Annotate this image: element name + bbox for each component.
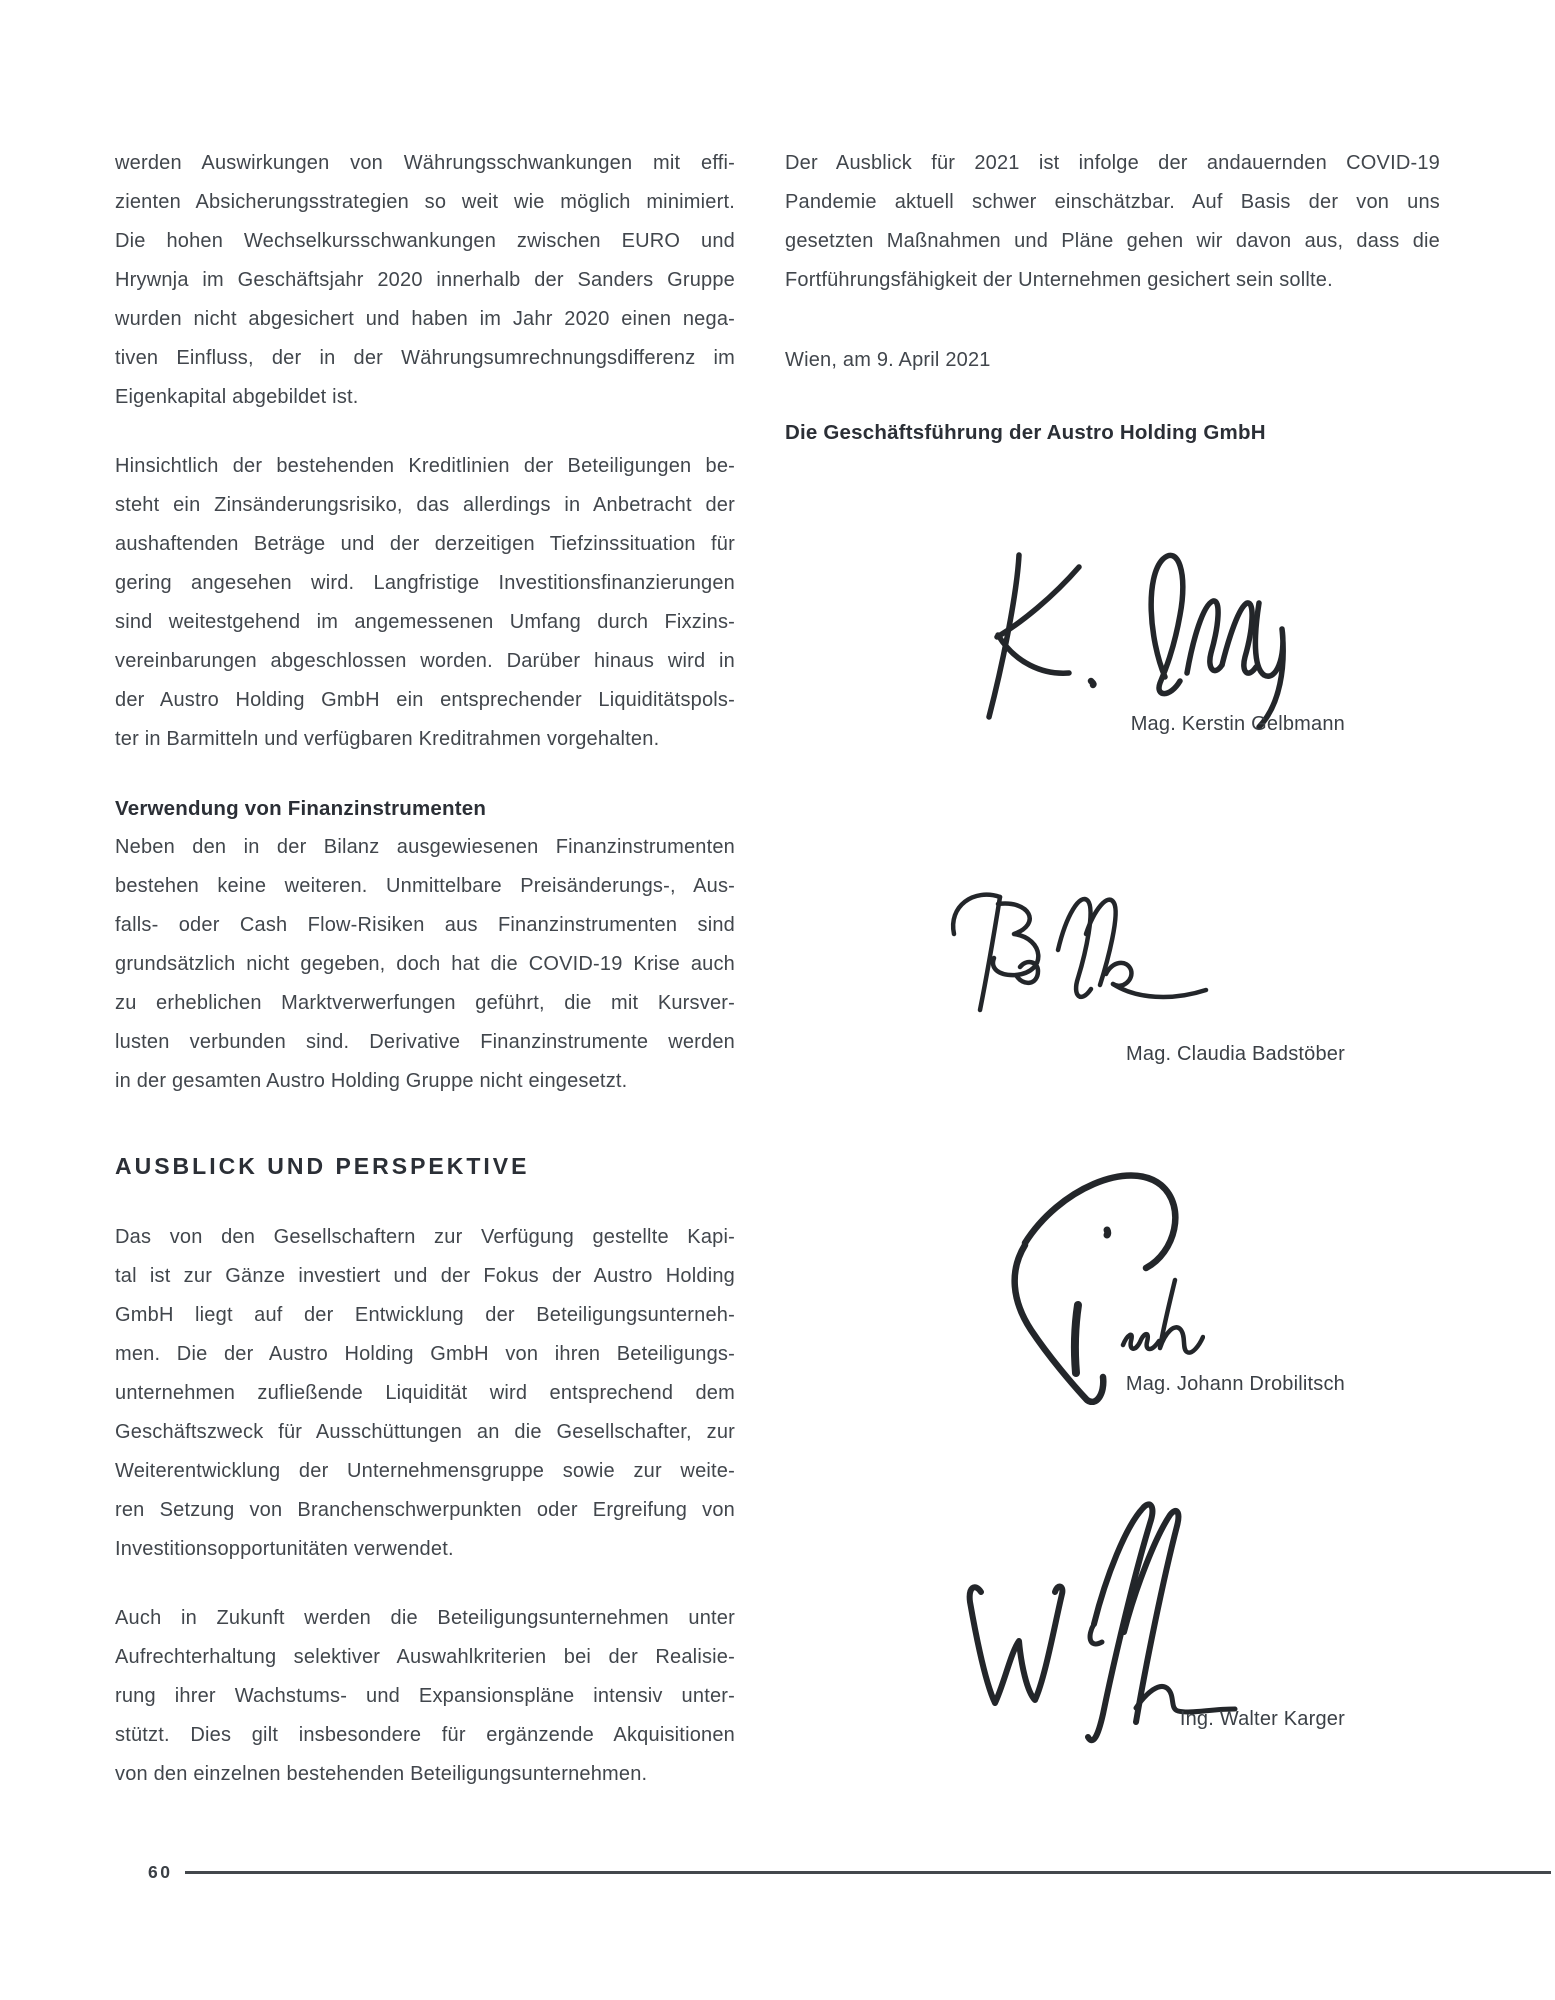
page-number: 60 bbox=[148, 1862, 173, 1882]
text-line: ren Setzung von Branchenschwerpunkten oder Ergreifung von bbox=[115, 1499, 735, 1521]
signatory-name: Mag. Johann Drobilitsch bbox=[1125, 1373, 1345, 1395]
sub-heading: Verwendung von Finanzinstrumenten bbox=[115, 797, 487, 820]
outlook-paragraph bbox=[785, 144, 1440, 300]
paragraph bbox=[115, 1599, 735, 1794]
text-line: Eigenkapital abgebildet ist. bbox=[115, 386, 359, 408]
page-footer bbox=[148, 1859, 1551, 1885]
text-line: GmbH liegt auf der Entwicklung der Beteiligungsunterneh- bbox=[115, 1304, 735, 1326]
text-line: Geschäftszweck für Ausschüttungen an die Gesellschafter, zur bbox=[115, 1421, 735, 1443]
paragraph bbox=[115, 828, 735, 1101]
text-line: zienten Absicherungsstrategien so weit wie möglich minimiert. bbox=[115, 191, 735, 213]
text-line: Der Ausblick für 2021 ist infolge der andauernden COVID-19 bbox=[785, 152, 1440, 174]
text-line: grundsätzlich nicht gegeben, doch hat die COVID-19 Krise auch bbox=[115, 953, 735, 975]
section-heading: AUSBLICK UND PERSPEKTIVE bbox=[115, 1153, 530, 1179]
text-line: tiven Einfluss, der in der Währungsumrechnungsdifferenz im bbox=[115, 347, 735, 369]
text-line: Die hohen Wechselkursschwankungen zwischen EURO und bbox=[115, 230, 735, 252]
signatory-name: Ing. Walter Karger bbox=[1179, 1708, 1345, 1730]
text-line: lusten verbunden sind. Derivative Finanzinstrumente werden bbox=[115, 1031, 735, 1053]
management-heading: Die Geschäftsführung der Austro Holding GmbH bbox=[785, 421, 1266, 444]
text-line: Neben den in der Bilanz ausgewiesenen Finanzinstrumenten bbox=[115, 836, 735, 858]
text-line: Hinsichtlich der bestehenden Kreditlinien der Beteiligungen be- bbox=[115, 455, 735, 477]
claudia-badstoeber-signature bbox=[940, 882, 1212, 1020]
text-line: unternehmen zufließende Liquidität wird entsprechend dem bbox=[115, 1382, 735, 1404]
text-line: werden Auswirkungen von Währungsschwankungen mit effi- bbox=[115, 152, 735, 174]
text-line: aushaftenden Beträge und der derzeitigen Tiefzinssituation für bbox=[115, 533, 735, 555]
text-line: sind weitestgehend im angemessenen Umfang durch Fixzins- bbox=[115, 611, 735, 633]
footer-rule bbox=[185, 1871, 1551, 1874]
text-line: wurden nicht abgesichert und haben im Jahr 2020 einen nega- bbox=[115, 308, 735, 330]
date-line: Wien, am 9. April 2021 bbox=[785, 349, 991, 371]
text-line: ter in Barmitteln und verfügbaren Kreditrahmen vorgehalten. bbox=[115, 728, 660, 750]
text-line: rung ihrer Wachstums- und Expansionspläne intensiv unter- bbox=[115, 1685, 735, 1707]
text-line: zu erheblichen Marktverwerfungen geführt, die mit Kursver- bbox=[115, 992, 735, 1014]
signatory-name: Mag. Claudia Badstöber bbox=[1126, 1043, 1345, 1065]
text-line: men. Die der Austro Holding GmbH von ihren Beteiligungs- bbox=[115, 1343, 735, 1365]
text-line: Pandemie aktuell schwer einschätzbar. Auf Basis der von uns bbox=[785, 191, 1440, 213]
text-line: Weiterentwicklung der Unternehmensgruppe sowie zur weite- bbox=[115, 1460, 735, 1482]
text-line: Investitionsopportunitäten verwendet. bbox=[115, 1538, 454, 1560]
right-column bbox=[785, 0, 1440, 1960]
text-line: tal ist zur Gänze investiert und der Fokus der Austro Holding bbox=[115, 1265, 735, 1287]
signatory-name: Mag. Kerstin Gelbmann bbox=[1130, 713, 1345, 735]
text-line: stützt. Dies gilt insbesondere für ergänzende Akquisitionen bbox=[115, 1724, 735, 1746]
text-line: falls- oder Cash Flow-Risiken aus Finanzinstrumenten sind bbox=[115, 914, 735, 936]
text-line: in der gesamten Austro Holding Gruppe nicht eingesetzt. bbox=[115, 1070, 628, 1092]
text-line: Das von den Gesellschaftern zur Verfügung gestellte Kapi- bbox=[115, 1226, 735, 1248]
text-line: gering angesehen wird. Langfristige Investitionsfinanzierungen bbox=[115, 572, 735, 594]
left-column bbox=[115, 0, 735, 1824]
paragraph bbox=[115, 144, 735, 417]
paragraph bbox=[115, 1218, 735, 1569]
text-line: gesetzten Maßnahmen und Pläne gehen wir davon aus, dass die bbox=[785, 230, 1440, 252]
text-line: bestehen keine weiteren. Unmittelbare Preisänderungs-, Aus- bbox=[115, 875, 735, 897]
paragraph bbox=[115, 447, 735, 759]
text-line: steht ein Zinsänderungsrisiko, das allerdings in Anbetracht der bbox=[115, 494, 735, 516]
text-line: Aufrechterhaltung selektiver Auswahlkriterien bei der Realisie- bbox=[115, 1646, 735, 1668]
text-line: der Austro Holding GmbH ein entsprechender Liquiditätspols- bbox=[115, 689, 735, 711]
text-line: Fortführungsfähigkeit der Unternehmen gesichert sein sollte. bbox=[785, 269, 1333, 291]
text-line: Auch in Zukunft werden die Beteiligungsunternehmen unter bbox=[115, 1607, 735, 1629]
text-line: vereinbarungen abgeschlossen worden. Darüber hinaus wird in bbox=[115, 650, 735, 672]
text-line: Hrywnja im Geschäftsjahr 2020 innerhalb der Sanders Gruppe bbox=[115, 269, 735, 291]
text-line: von den einzelnen bestehenden Beteiligungsunternehmen. bbox=[115, 1763, 648, 1785]
